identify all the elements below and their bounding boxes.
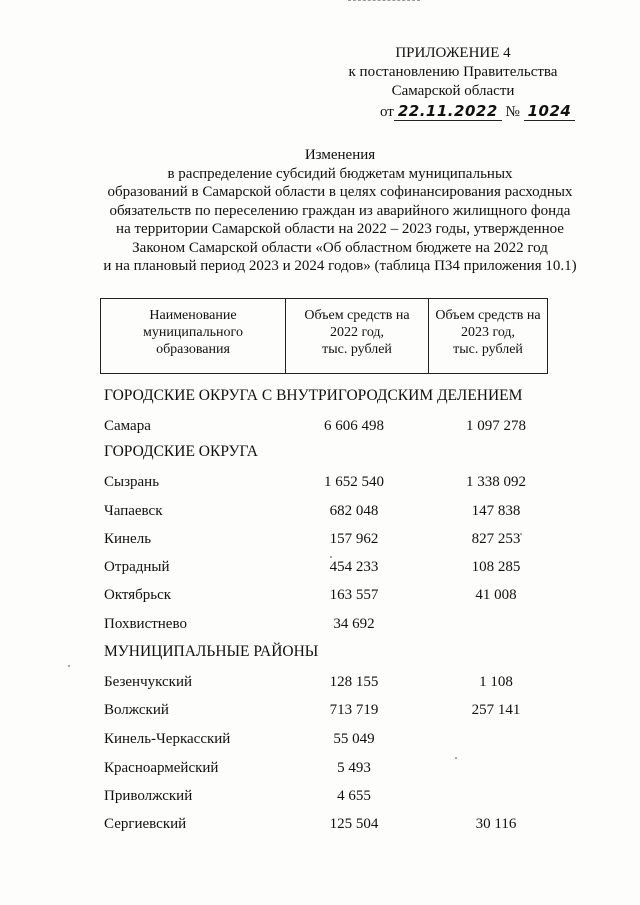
row-value-2023: 147 838 [471, 503, 521, 519]
table-row [104, 616, 604, 638]
row-value-2023: 41 008 [475, 587, 517, 603]
row-value-2023: 1 338 092 [466, 474, 526, 490]
row-value-2022: 5 493 [337, 760, 371, 776]
row-name: Красноармейский [104, 760, 219, 776]
heading-line: и на плановый период 2023 и 2024 годов» (таблица П34 приложения 10.1) [103, 258, 577, 274]
row-name: Приволжский [104, 788, 193, 804]
handwritten-date: 22.11.2022 [394, 102, 502, 121]
row-value-2023: 257 141 [471, 702, 521, 718]
table-row [104, 674, 604, 696]
table-header [100, 298, 548, 374]
header-text: муниципального [143, 325, 243, 340]
row-name: Безенчукский [104, 674, 193, 690]
row-value-2023: 1 097 278 [466, 418, 526, 434]
appendix-line-2: к постановлению Правительства [348, 64, 558, 80]
row-value-2022: 682 048 [329, 503, 379, 519]
row-value-2022: 6 606 498 [324, 418, 384, 434]
row-name: Сызрань [104, 474, 160, 490]
table-row [104, 418, 604, 440]
header-col-2023 [429, 299, 548, 374]
header-text: 2022 год, [329, 325, 385, 340]
heading-line: в распределение субсидий бюджетам муниципальных [167, 165, 513, 182]
row-value-2022: 157 962 [329, 531, 379, 547]
row-value-2023: 30 116 [475, 816, 517, 832]
row-value-2022: 125 504 [329, 816, 379, 832]
heading-line: обязательств по переселению граждан из аварийного жилищного фонда [109, 202, 571, 219]
header-text: Наименование [149, 308, 237, 323]
number-label: № [505, 104, 520, 120]
row-value-2023: 827 253 [471, 531, 521, 547]
row-value-2022: 55 049 [333, 731, 375, 747]
document-heading [60, 146, 620, 276]
header-text: тыс. рублей [322, 342, 392, 357]
scan-speck [330, 556, 332, 558]
table-row [104, 587, 604, 609]
row-name: Октябрьск [104, 587, 172, 603]
scan-speck [455, 757, 457, 759]
row-value-2022: 163 557 [329, 587, 379, 603]
scan-speck [68, 665, 70, 667]
row-value-2022: 128 155 [329, 674, 379, 690]
header-col-2022 [286, 299, 429, 374]
row-name: Волжский [104, 702, 169, 718]
header-text: Объем средств на [304, 308, 410, 323]
table-row [104, 531, 604, 553]
appendix-line-3: Самарской области [391, 83, 515, 99]
row-name: Отрадный [104, 559, 170, 575]
row-name: Похвистнево [104, 616, 187, 632]
header-text: Объем средств на [435, 308, 541, 323]
table-row [104, 702, 604, 724]
section-title: МУНИЦИПАЛЬНЫЕ РАЙОНЫ [104, 643, 319, 660]
row-value-2022: 454 233 [329, 559, 379, 575]
table-row [104, 559, 604, 581]
row-value-2022: 4 655 [337, 788, 371, 804]
from-label: от [380, 104, 394, 120]
table-row [104, 816, 604, 838]
row-name: Самара [104, 418, 151, 434]
heading-line: на территории Самарской области на 2022 – 2023 годы, утвержденное [116, 221, 564, 237]
header-text: 2023 год, [460, 325, 516, 340]
resolution-date-number [380, 102, 575, 121]
appendix-block [338, 44, 568, 101]
row-name: Чапаевск [104, 503, 163, 519]
table-row [104, 731, 604, 753]
section-title: ГОРОДСКИЕ ОКРУГА С ВНУТРИГОРОДСКИМ ДЕЛЕНИЕМ [104, 387, 523, 404]
handwritten-number: 1024 [524, 102, 576, 121]
table-row [104, 474, 604, 496]
row-name: Кинель [104, 531, 152, 547]
header-text: образования [156, 342, 230, 357]
table-row [104, 760, 604, 782]
scan-speck [520, 533, 522, 535]
section-title: ГОРОДСКИЕ ОКРУГА [104, 443, 258, 460]
header-col-municipality [101, 299, 286, 374]
row-value-2022: 713 719 [329, 702, 379, 718]
top-edge-mark [348, 0, 420, 2]
table-row [104, 503, 604, 525]
heading-line: Законом Самарской области «Об областном бюджете на 2022 год [132, 239, 548, 256]
appendix-title: ПРИЛОЖЕНИЕ 4 [395, 45, 511, 61]
table-row [104, 788, 604, 810]
heading-line: Изменения [304, 147, 376, 163]
header-text: тыс. рублей [453, 342, 523, 357]
row-value-2023: 1 108 [479, 674, 513, 690]
row-value-2023: 108 285 [471, 559, 521, 575]
heading-line: образований в Самарской области в целях софинансирования расходных [107, 184, 573, 200]
row-name: Сергиевский [104, 816, 187, 832]
row-name: Кинель-Черкасский [104, 731, 231, 747]
row-value-2022: 34 692 [333, 616, 375, 632]
row-value-2022: 1 652 540 [324, 474, 384, 490]
